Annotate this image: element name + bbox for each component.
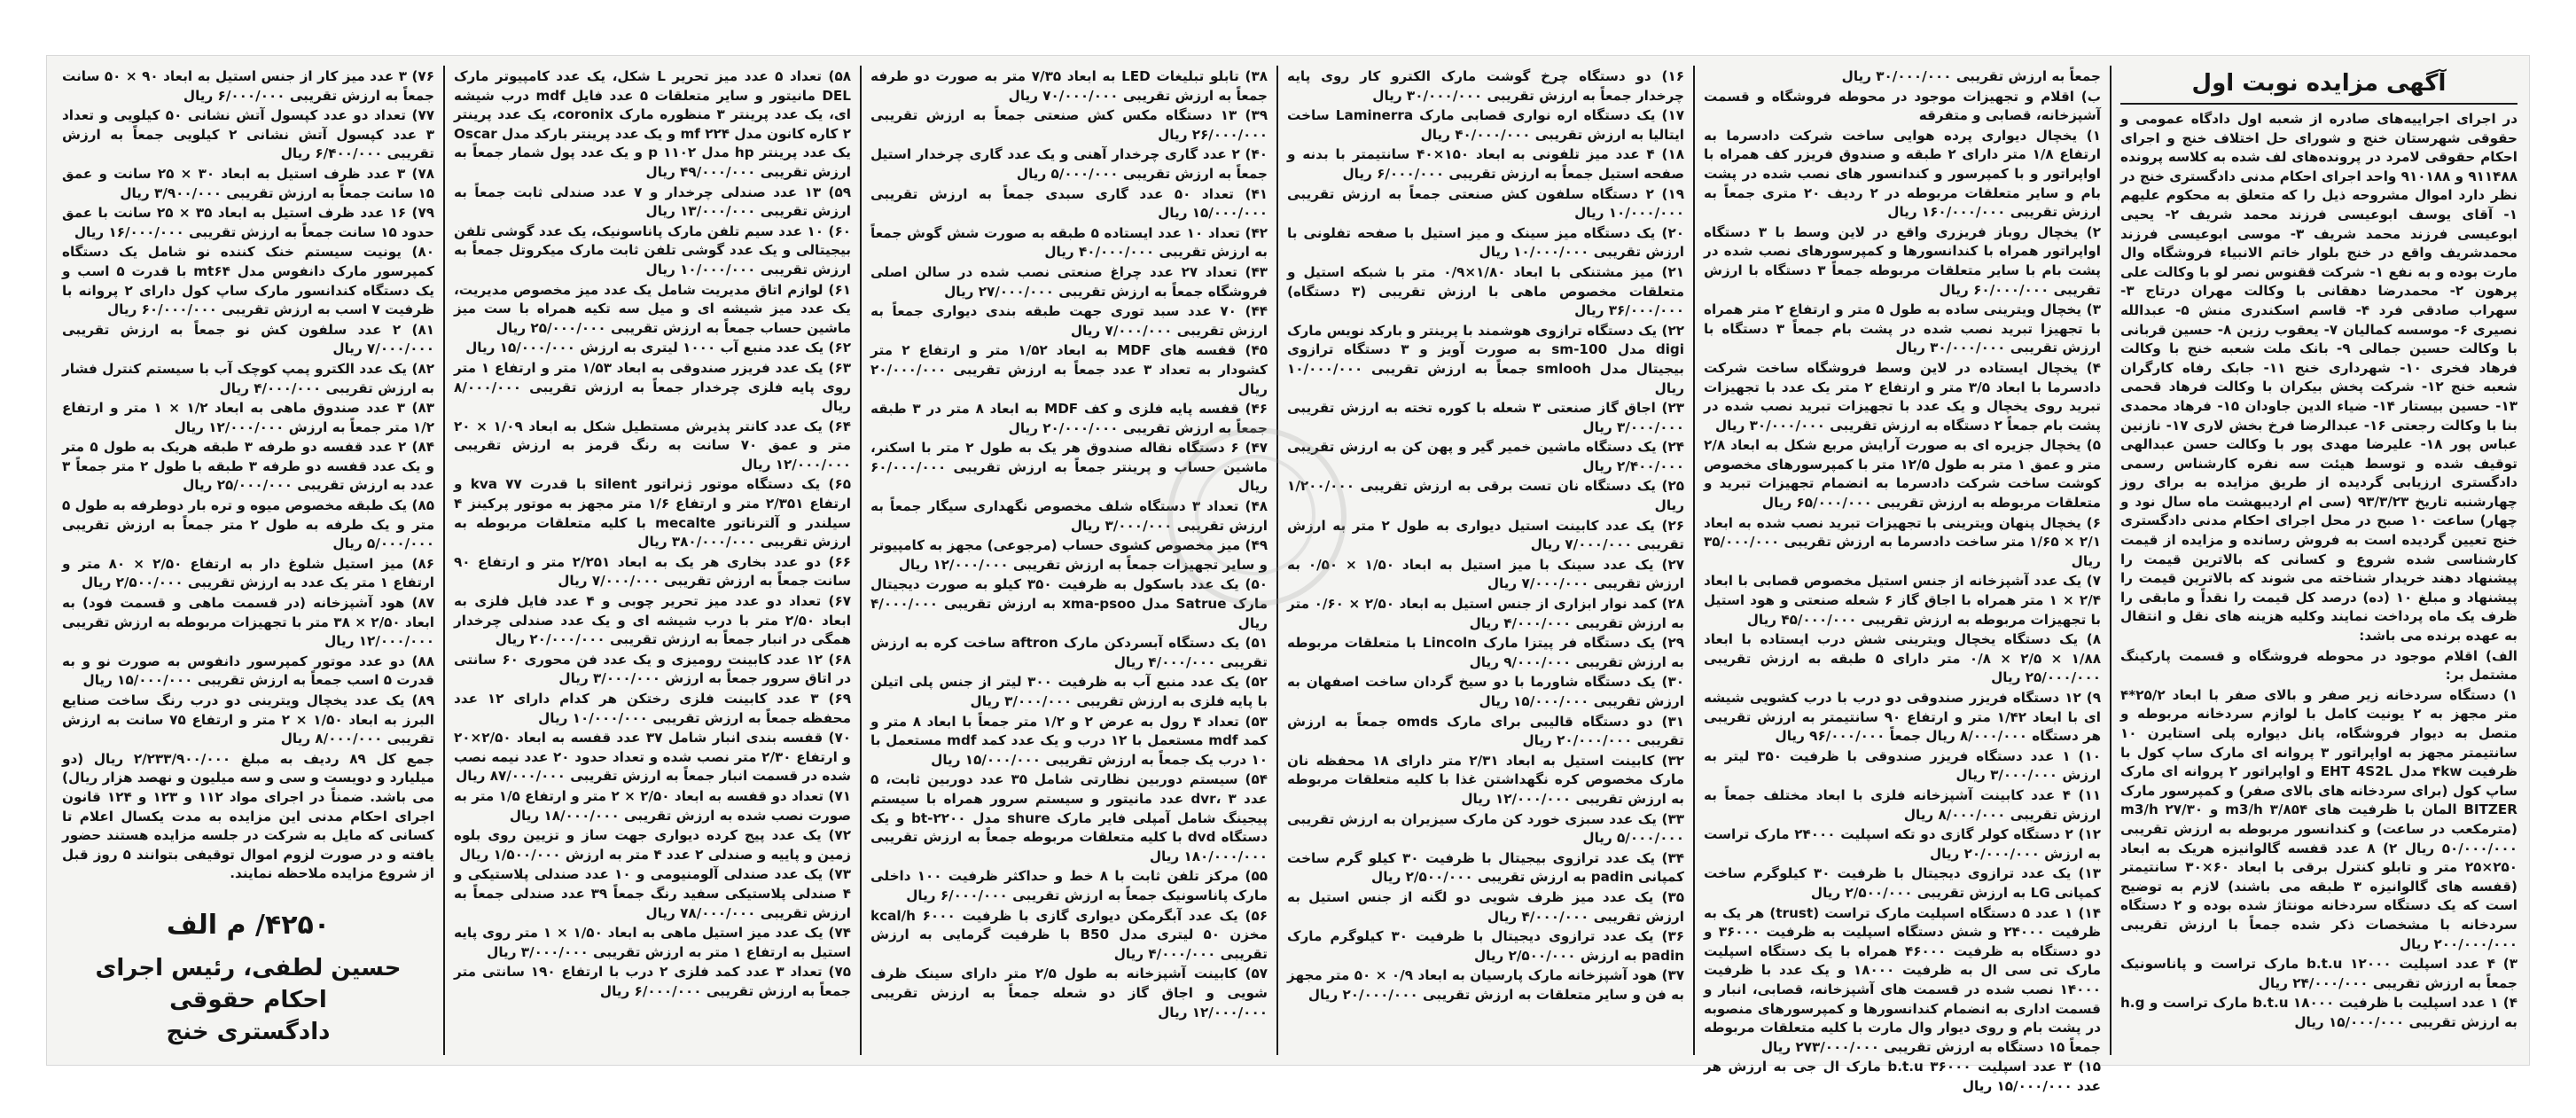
- list-item: ۶۵) یک دستگاه موتور ژنراتور silent با قدرت kva ۷۷ و ارتفاع ۲/۳۵۱ متر و ارتفاع ۱/۶ متر مجهز به موتور پرکینز ۴ سیلندر و آلترناتور mecalte با کلیه متعلقات مربوطه به ارزش تقریبی ۳۸۰/۰۰۰/۰۰۰ ریال: [454, 476, 852, 551]
- list-item: ۷۵) تعداد ۳ عدد کمد فلزی ۲ درب با ارتفاع ۱۹۰ سانتی متر جمعاً به ارزش تقریبی ۶/۰۰۰/۰۰۰ ریال: [454, 964, 852, 999]
- list-item: ۳۵) یک عدد میز ظرف شویی دو لگنه از جنس استیل به ارزش تقریبی ۴/۰۰۰/۰۰۰ ریال: [1287, 888, 1684, 925]
- list-item: ۳۴) یک عدد ترازوی بیجیتال با ظرفیت ۳۰ کیلو گرم ساخت کمپانی padin به ارزش تقریبی ۲/۵۰۰/۰۰۰ ریال: [1287, 849, 1684, 886]
- list-item: ۴۹) میز مخصوص کشوی حساب (مرجوعی) مجهز به کامپیوتر و سایر تجهیزات جمعاً به ارزش تقریبی ۱۲/۰۰۰/۰۰۰ ریال: [870, 537, 1268, 573]
- list-item: ۴۷) ۶ دستگاه نقاله صندوق هر یک به طول ۲ متر با اسکنر، ماشین حساب و پرینتر جمعاً به ارزش تقریبی ۶۰/۰۰۰/۰۰۰ ریال: [870, 440, 1268, 495]
- list-item: ۷۹) ۱۶ عدد ظرف استیل به ابعاد ۳۵ × ۲۵ سانت با عمق حدود ۱۵ سانت جمعاً به ارزش تقریبی ۱۶/۰۰۰/۰۰۰ ریال: [62, 205, 434, 240]
- ad-column-3: [1287, 67, 1684, 1053]
- list-item: ۱۴) ۱ عدد ۵ دستگاه اسپلیت مارک تراست (trust) هر یک به ظرفیت ۲۴۰۰۰ و شش دستگاه اسپلیت به ظرفیت ۳۶۰۰۰ و دو دستگاه به ظرفیت ۴۶۰۰۰ همراه با یک دستگاه اسپلیت مارک تی سی ال به ظرفیت ۱۸۰۰۰ و یک عدد با ظرفیت ۱۴۰۰۰ نصب شده در قسمت های آشپزخانه، قصابی، انبار و قسمت اداری به انضمام کندانسورها و کمپرسورهای منصوبه در پشت بام و روی دیوار وال مارت با کلیه متعلقات مربوطه جمعاً ۱۵ دستگاه به ارزش تقریبی ۲۷۳/۰۰۰/۰۰۰ ریال: [1704, 904, 2102, 1055]
- list-item: ۱۳) یک عدد ترازوی دیجیتال با ظرفیت ۳۰ کیلوگرم ساخت کمپانی LG به ارزش تقریبی ۲/۵۰۰/۰۰۰ ریال: [1704, 865, 2101, 901]
- list-item: ۹) ۱۲ دستگاه فریزر صندوقی دو درب با درب کشویی شیشه ای با ابعاد ۱/۴۲ متر و ارتفاع ۹۰ سانتیمتر به ارزش تقریبی هر دستگاه ۸/۰۰۰/۰۰۰ ریال جمعاً ۹۶/۰۰۰/۰۰۰ ریال: [1704, 690, 2101, 745]
- list-item: ۶۰) ۱۰ عدد سیم تلفن مارک پاناسونیک، یک عدد گوشی تلفن بیجیتالی و یک عدد گوشی تلفن ثابت مارک میکروتل جمعاً به ارزش تقریبی ۱۰/۰۰۰/۰۰۰ ریال: [454, 223, 851, 278]
- list-item: ۲۶) یک عدد کابینت استیل دیواری به طول ۲ متر به ارزش تقریبی ۷/۰۰۰/۰۰۰ ریال: [1287, 517, 1684, 553]
- watermark-seal-icon: [1167, 427, 1347, 606]
- section-a-heading: الف) اقلام موجود در محوطه فروشگاه و قسمت پارکینگ مشتمل بر:: [2120, 647, 2517, 684]
- list-item: ۷۲) یک عدد پیج کرده دیواری جهت ساز و تزیین روی بلوه زمین و پاییه و صندلی ۲ عدد ۴ متر به ارزش ۱/۵۰۰/۰۰۰ ریال: [454, 827, 851, 863]
- signature-block: [62, 908, 434, 1048]
- list-item: ۲۸) کمد نوار ابزاری از جنس استیل به ابعاد ۲/۵۰ × ۰/۶۰ متر به ارزش تقریبی ۴/۰۰۰/۰۰۰ ریال: [1287, 596, 1684, 631]
- ad-column-1: [2120, 67, 2517, 1053]
- list-item: ۶۱) لوازم اتاق مدیریت شامل یک عدد میز مخصوص مدیریت، یک عدد میز شیشه ای و میل سه تکیه همراه با ست میز ماشین حساب جمعاً به ارزش تقریبی ۲۵/۰۰۰/۰۰۰ ریال: [454, 281, 851, 336]
- list-item: ۶۶) دو عدد بخاری هر یک به ابعاد ۲/۲۵۱ متر و ارتفاع ۹۰ سانت جمعاً به ارزش تقریبی ۷/۰۰۰/۰۰۰ ریال: [454, 553, 851, 590]
- list-item: ۴۶) قفسه پایه فلزی و کف MDF به ابعاد ۸ متر در ۳ طبقه جمعاً به ارزش تقریبی ۲۰/۰۰۰/۰۰۰ ریال: [870, 401, 1268, 436]
- list-item: ۱) یخچال دیواری پرده هوایی ساخت شرکت دادسرما به ارتفاع ۱/۸ متر دارای ۲ طبقه و صندوق فریزر کف همراه با اواپراتور و با کمپرسور و کندانسور های نصب شده در پشت بام و سایر متعلقات مربوطه در ۲ ردیف ۲۰ متری جمعاً به ارزش تقریبی ۱۶۰/۰۰۰/۰۰۰ ریال: [1704, 127, 2102, 221]
- signatory-name: حسین لطفی، رئیس اجرای احکام حقوقی: [95, 955, 402, 1013]
- list-item: ۵۹) ۱۳ عدد صندلی چرخدار و ۷ عدد صندلی ثابت جمعاً به ارزش تقریبی ۱۳/۰۰۰/۰۰۰ ریال: [454, 184, 851, 220]
- list-item: ۵) یخچال جزیره ای به صورت آرایش مربع شکل به ابعاد ۲/۸ متر و عمق ۱ متر به طول ۱۲/۵ متر با کمپرسورهای مخصوص کوشت ساخت شرکت دادسرما به انضمام تجهیزات تبرید و متعلقات مربوطه به ارزش تقریبی ۶۵/۰۰۰/۰۰۰ ریال: [1704, 437, 2101, 512]
- list-item: ۴۸) تعداد ۳ دستگاه شلف مخصوص نگهداری سیگار جمعاً به ارزش تقریبی ۳/۰۰۰/۰۰۰ ریال: [870, 498, 1268, 534]
- list-item: ۷) یک عدد آشپزخانه از جنس استیل مخصوص قصابی با ابعاد ۲/۴ × ۱ متر همراه با اجاق گاز ۶ شعله صنعتی و هود استیل با تجهیزات مربوطه به ارزش تقریبی ۴۵/۰۰۰/۰۰۰ ریال: [1704, 573, 2101, 628]
- list-item: ۷۱) تعداد دو قفسه به ابعاد ۲/۵۰ × ۲ متر و ارتفاع ۱/۵ متر به صورت نصب شده به ارزش تقریبی ۱۸/۰۰۰/۰۰۰ ریال: [454, 787, 851, 824]
- list-item: ۴۲) تعداد ۱۰ عدد ایستاده ۵ طبقه به صورت شش گوش جمعاً به ارزش تقریبی ۴۰/۰۰۰/۰۰۰ ریال: [870, 224, 1268, 261]
- list-item: ۷۸) ۳ عدد ظرف استیل به ابعاد ۳۰ × ۲۵ سانت و عمق ۱۵ سانت جمعاً به ارزش تقریبی ۳/۹۰۰/۰۰۰ ریال: [62, 165, 434, 201]
- ad-column-2: [1704, 67, 2102, 1094]
- list-item: ۴) یخچال ایستاده در لاین وسط فروشگاه ساخت شرکت دادسرما با ابعاد ۳/۵ متر و ارتفاع ۲ متر یک عدد با تجهیزات تبرید روی یخچال و یک عدد با تجهیزات تبرید نصب شده در پشت بام جمعاً ۲ دستگاه به ارزش تقریبی ۳۰/۰۰۰/۰۰۰ ریال: [1704, 359, 2101, 434]
- list-item: ۵۴) سیستم دوربین نظارتی شامل ۳۵ عدد دوربین ثابت، ۵ عدد dvr، ۳ عدد مانیتور و سیستم سرور همراه با سیستم پیجینگ شامل آمپلی فایر مارک shure مدل bt-۲۲۰۰ و یک دستگاه dvd با کلیه متعلقات مربوطه جمعاً به ارزش تقریبی ۱۸۰/۰۰۰/۰۰۰ ریال: [870, 771, 1268, 864]
- list-item: ۱) دستگاه سردخانه زیر صفر و بالای صفر با ابعاد ۲۵/۲*۴ متر مجهز به ۲ یونیت کامل با لوازم سردخانه مربوطه و متصل به دیوار فروشگاه، پانل دیواره پلی استایرن ۱۰ سانتیمتر مجهز به اواپراتور ۳ پروانه ای مارک ساپ کول با ظرفیت ۴kw مدل EHT 4S2L و اواپراتور ۲ پروانه ای مارک ساپ کول (برای سردخانه های بالای صفر) و کمپرسور مارک BITZER المان با ظرفیت های ۳/۸۵۴ m3/h و m3/h ۲۷/۳۰ (مترمکعب در ساعت) و کندانسور مربوطه به ارزش تقریبی ۵۰/۰۰۰/۰۰۰ ریال ۲) ۸ عدد قفسه گالوانیزه هریک به ابعاد ۲۵۰×۲۵ متر و تابلو کنترل برقی با ابعاد ۶۰×۳۰ سانتیمتر (قفسه های گالوانیزه ۳ طبقه می باشند) لازم به توضیح است که یک دستگاه سردخانه مونتاژ شده بوده و ۲ دستگاه سردخانه با مشخصات ذکر شده جمعاً با ارزش تقریبی ۲۰۰/۰۰۰/۰۰۰ ریال: [2120, 686, 2518, 952]
- list-item: ۳۶) یک عدد ترازوی دیجیتال با ظرفیت ۳۰ کیلوگرم مارک padin به ارزش ۲/۵۰۰/۰۰۰ ریال: [1287, 928, 1684, 964]
- list-item: ۵۶) یک عدد آبگرمکن دیواری گازی با ظرفیت kcal/h ۶۰۰۰ مخزن ۵۰ لیتری مدل B50 با ظرفیت گرمایی به ارزش تقریبی ۴/۰۰۰/۰۰۰ ریال: [870, 907, 1268, 962]
- list-item: ۶) یخچال پنهان ویترینی با تجهیزات تبرید نصب شده به ابعاد ۲/۱ × ۱/۶۵ متر ساخت دادسرما به ارزش تقریبی ۳۵/۰۰۰/۰۰۰ ریال: [1704, 514, 2101, 569]
- list-item: ۸۲) یک عدد الکترو پمپ کوچک آب با سیستم کنترل فشار به ارزش تقریبی ۴/۰۰۰/۰۰۰ ریال: [62, 360, 434, 396]
- list-item: ۸۳) ۳ عدد صندوق ماهی به ابعاد ۱/۲ × ۱ متر و ارتفاع ۱/۲ متر جمعاً به ارزش ۱۲/۰۰۰/۰۰۰ ریال: [62, 400, 434, 435]
- list-item: ۴۱) تعداد ۵۰ عدد گاری سبدی جمعاً به ارزش تقریبی ۱۵/۰۰۰/۰۰۰ ریال: [870, 185, 1268, 222]
- list-item: ۷۳) یک عدد صندلی آلومنیومی و ۱۰ عدد صندلی پلاستیکی و ۴ صندلی پلاستیکی سفید رنگ جمعاً ۳۹ عدد صندلی جمعاً به ارزش تقریبی ۷۸/۰۰۰/۰۰۰ ریال: [454, 866, 851, 921]
- list-item: ۱۷) یک دستگاه اره نواری قصابی مارک Laminerra ساخت ایتالیا به ارزش تقریبی ۴۰/۰۰۰/۰۰۰ ریال: [1287, 107, 1684, 143]
- newspaper-scan: [46, 55, 2530, 1094]
- list-item: ۸) یک دستگاه یخچال ویترینی شش درب ایستاده با ابعاد ۱/۸۸ × ۲/۵ × ۰/۸ متر دارای ۵ طبقه به ارزش تقریبی ۲۵/۰۰۰/۰۰۰ ریال: [1704, 631, 2101, 686]
- list-item: ۱۸) ۴ عدد میز تلفونی به ابعاد ۱۵۰×۴۰ سانتیمتر با بدنه و صفحه استیل جمعاً به ارزش تقریبی ۶/۰۰۰/۰۰۰ ریال: [1287, 146, 1684, 182]
- list-item: ۵۰) یک عدد باسکول به ظرفیت ۳۵۰ کیلو به صورت دیجیتال مارک Satrue مدل xma-psoo به ارزش تقریبی ۴/۰۰۰/۰۰۰ ریال: [870, 576, 1268, 631]
- list-item: ۵۱) یک دستگاه آبسردکن مارک aftron ساخت کره به ارزش تقریبی ۴/۰۰۰/۰۰۰ ریال: [870, 635, 1268, 670]
- list-item: ۵۵) مرکز تلفن ثابت با ۸ خط و حداکثر ظرفیت ۱۰۰ داخلی مارک پاناسونیک جمعاً به ارزش تقریبی ۶/۰۰۰/۰۰۰ ریال: [870, 868, 1268, 903]
- list-item: ۱۶) دو دستگاه چرخ گوشت مارک الکترو کار روی پایه چرخدار جمعاً به ارزش تقریبی ۳۰/۰۰۰/۰۰۰ ریال: [1287, 68, 1684, 104]
- list-item: ۲۲) یک دستگاه ترازوی هوشمند با پرینتر و بارکد نویس مارک digi مدل sm-100 به صورت آویز و ۳ دستگاه ترازوی بیجیتال مدل smlooh جمعاً به ارزش تقریبی ۱۰/۰۰۰/۰۰۰ ریال: [1287, 322, 1684, 396]
- list-item: ۷۶) ۳ عدد میز کار از جنس استیل به ابعاد ۹۰ × ۵۰ سانت جمعاً به ارزش تقریبی ۶/۰۰۰/۰۰۰ ریال: [62, 68, 434, 104]
- list-item: ۶۸) ۱۲ عدد کابینت رومیزی و یک عدد فن محوری ۶۰ سانتی در اتاق سرور جمعاً به ارزش ۳/۰۰۰/۰۰۰ ریال: [454, 651, 851, 687]
- list-item: ۵۳) تعداد ۴ رول به عرض ۲ و ۱/۲ متر جمعاً با ابعاد ۸ متر و کمد mdf مستعمل با ۱۲ درب و یک عدد کمد mdf مستعمل با ۱۰ درب یک جمعاً به ارزش تقریبی ۱۵/۰۰۰/۰۰۰ ریال: [870, 713, 1268, 768]
- list-item: ۱۱) ۴ عدد کابینت آشپزخانه فلزی با ابعاد مختلف جمعاً به ارزش تقریبی ۸/۰۰۰/۰۰۰ ریال: [1704, 786, 2102, 823]
- list-item: ۴۴) ۷۰ عدد سبد توری جهت طبقه بندی دیواری جمعاً به ارزش تقریبی ۷/۰۰۰/۰۰۰ ریال: [870, 303, 1268, 339]
- ad-code: ۴۲۵۰/ م الف: [166, 910, 331, 941]
- ad-title: آگهی مزایده نوبت اول: [2120, 67, 2517, 105]
- list-item: ۸۴) ۲ عدد قفسه دو طرفه ۳ طبقه هریک به طول ۵ متر و یک عدد قفسه دو طرفه ۳ طبقه با طول ۲ متر جمعاً ۳ عدد به ارزش تقریبی ۲۵/۰۰۰/۰۰۰ ریال: [62, 439, 435, 494]
- column-divider: [2110, 66, 2112, 1055]
- list-item: ۳۲) کابینت استیل به ابعاد ۲/۳۱ متر دارای ۱۸ محفظه نان مارک مخصوص کره نگهداشتن غذا با کلیه متعلقات مربوطه به ارزش تقریبی ۱۲/۰۰۰/۰۰۰ ریال: [1287, 752, 1685, 807]
- list-item: ۶۲) یک عدد منبع آب ۱۰۰۰ لیتری به ارزش ۱۵/۰۰۰/۰۰۰ ریال: [465, 340, 851, 356]
- list-item: ۴۳) تعداد ۲۷ عدد چراغ صنعتی نصب شده در سالن اصلی فروشگاه جمعاً به ارزش تقریبی ۲۷/۰۰۰/۰۰۰ ریال: [870, 263, 1268, 300]
- list-item: ۱۹) ۲ دستگاه سلفون کش صنعتی جمعاً به ارزش تقریبی ۱۰/۰۰۰/۰۰۰ ریال: [1287, 185, 1684, 222]
- list-item: ۲۱) میز مشتنکی با ابعاد ۱/۸۰×۰/۹ متر با شبکه استیل و متعلقات مخصوص ماهی با ارزش تقریبی (۳ دستگاه) ۳۶/۰۰۰/۰۰۰ ریال: [1287, 263, 1684, 319]
- list-item: ۸۵) یک طبقه مخصوص میوه و تره بار دوطرفه به طول ۵ متر و یک طرفه به طول ۲ متر جمعاً به ارزش تقریبی ۵/۰۰۰/۰۰۰ ریال: [62, 497, 434, 552]
- list-item: ۴۵) قفسه های MDF به ابعاد ۱/۵۲ متر و ارتفاع ۲ متر کشودار به تعداد ۳ عدد جمعاً به ارزش تقریبی ۲۰/۰۰۰/۰۰۰ ریال: [870, 342, 1268, 397]
- list-item: ۷۰) قفسه بندی انبار شامل ۳۷ عدد قفسه به ابعاد ۲/۵۰×۲۰ و ارتفاع ۲/۳۰ متر نصب شده و تعداد حدود ۲۰ عدد نیمه نصب شده در قسمت انبار جمعاً به ارزش تقریبی ۸۷/۰۰۰/۰۰۰ ریال: [454, 730, 851, 785]
- total-paragraph: جمع کل ۸۹ ردیف به مبلغ ۲/۲۳۳/۹۰۰/۰۰۰ ریال (دو میلیارد و دویست و سی و سه میلیون و نهصد هزار ریال) می باشد. ضمناً در اجرای مواد ۱۱۲ و ۱۲۳ و ۱۲۴ قانون اجرای احکام مدنی این مزایده به مدت یکسال اعلام تا کسانی که مایل به شرکت در جلسه مزایده هستند حضور یافته و در صورت لزوم اموال توقیفی بتوانند ۵ روز قبل از شروع مزایده ملاحظه نمایند.: [62, 750, 435, 882]
- list-item: ۲) یخچال روباز فریزری واقع در لاین وسط با ۳ دستگاه اواپراتور همراه با کندانسورها و کمپرسورهای نصب شده در پشت بام با سایر متعلقات مربوطه جمعاً ۳ دستگاه با ارزش تقریبی ۶۰/۰۰۰/۰۰۰ ریال: [1704, 223, 2101, 298]
- list-item: ۳۰) یک دستگاه شاورما با دو سیخ گردان ساخت اصفهان به ارزش تقریبی ۱۵/۰۰۰/۰۰۰ ریال: [1287, 674, 1684, 709]
- list-item: ۲۴) یک دستگاه ماشین خمیر گیر و پهن کن به ارزش تقریبی ۲/۴۰۰/۰۰۰ ریال: [1287, 439, 1684, 474]
- list-item: ۶۴) یک عدد کانتر پذیرش مستطیل شکل به ابعاد ۱/۰۹ × ۲۰ متر و عمق ۷۰ سانت به رنگ قرمز به ارزش تقریبی ۱۲/۰۰۰/۰۰۰ ریال: [454, 418, 851, 473]
- list-item: ۸۷) هود آشپزخانه (در قسمت ماهی و قسمت فود) به ابعاد ۲/۵۰ × ۳۸ متر با تجهیزات مربوطه به ارزش تقریبی ۱۲/۰۰۰/۰۰۰ ریال: [62, 595, 434, 650]
- list-item: ۸۶) میز استیل شلوغ دار به ارتفاع ۲/۵۰ × ۸۰ متر و ارتفاع ۱ متر یک عدد به ارزش تقریبی ۲/۵۰۰/۰۰۰ ریال: [62, 555, 434, 591]
- column-divider: [860, 66, 862, 1055]
- list-item: ۱۲) ۲ دستگاه کولر گازی دو تکه اسپلیت ۲۴۰۰۰ مارک تراست به ارزش ۲۰/۰۰۰/۰۰۰ ریال: [1704, 826, 2101, 862]
- list-item: ۵۲) یک عدد منبع آب به ظرفیت ۳۰۰ لیتر از جنس پلی اتیلن با پایه فلزی به ارزش تقریبی ۳/۰۰۰/۰۰۰ ریال: [870, 674, 1268, 709]
- list-item: ۲۵) یک دستگاه نان تست برقی به ارزش تقریبی ۱/۲۰۰/۰۰۰ ریال: [1287, 478, 1684, 514]
- list-item: ۳۳) یک عدد سبزی خورد کن مارک سیزیران به ارزش تقریبی ۵/۰۰۰/۰۰۰ ریال: [1287, 810, 1684, 847]
- signatory-org: دادگستری خنج: [166, 1019, 331, 1045]
- list-item: ۲۳) اجاق گاز صنعتی ۳ شعله با کوره تخته به ارزش تقریبی ۳/۰۰۰/۰۰۰ ریال: [1287, 400, 1684, 435]
- list-item: ۳۹) ۱۳ دستگاه مکس کش صنعتی جمعاً به ارزش تقریبی ۲۶/۰۰۰/۰۰۰ ریال: [870, 107, 1268, 143]
- ad-column-6: [62, 67, 435, 882]
- list-item: ۶۹) ۳ عدد کابینت فلزی رختکن هر کدام دارای ۱۲ عدد محفظه جمعاً به ارزش تقریبی ۱۰/۰۰۰/۰۰۰ ریال: [454, 691, 851, 726]
- section-b-heading: ب) اقلام و تجهیزات موجود در محوطه فروشگاه و قسمت آشپزخانه، قصابی و متفرقه: [1704, 88, 2101, 124]
- list-item: ۸۸) دو عدد موتور کمپرسور دانفوس به صورت نو و به قدرت ۵ اسب جمعاً به ارزش تقریبی ۱۵/۰۰۰/۰۰۰ ریال: [62, 653, 434, 689]
- list-item: ۲۷) یک عدد سینک با میز استیل به ابعاد ۱/۵۰ × ۰/۵۰ به ارزش تقریبی ۷/۰۰۰/۰۰۰ ریال: [1287, 556, 1684, 592]
- list-item: ۳۱) دو دستگاه قالیبی برای مارک omds جمعاً به ارزش تقریبی ۲۰/۰۰۰/۰۰۰ ریال: [1287, 713, 1684, 749]
- list-item: ۶۳) یک عدد فریزر صندوقی به ابعاد ۱/۵۳ متر و ارتفاع ۱ متر روی پایه فلزی چرخدار جمعاً به ارزش تقریبی ۸/۰۰۰/۰۰۰ ریال: [454, 359, 851, 415]
- list-item: ۴۰) ۲ عدد گاری چرخدار آهنی و یک عدد گاری چرخدار استیل جمعاً به ارزش تقریبی ۵/۰۰۰/۰۰۰ ریال: [870, 146, 1268, 182]
- list-item: ۵۸) تعداد ۵ عدد میز تحریر L شکل، یک عدد کامپیوتر مارک DEL مانیتور و سایر متعلقات ۵ عدد فایل mdf درب شیشه ای، یک عدد پرینتر ۳ منظوره مارک coronix، یک عدد پرینتر ۲ کاره کانون مدل mf ۲۲۴ و یک عدد پرینتر بارکد مدل Oscar یک عدد پرینتر hp مدل ۱۱۰۲ p و یک عدد پول شمار جمعاً به ارزش تقریبی ۴۹/۰۰۰/۰۰۰ ریال: [454, 68, 851, 180]
- column-divider: [1693, 66, 1695, 1055]
- list-item: ۲۹) یک دستگاه فر پیتزا مارک Lincoln با متعلقات مربوطه به ارزش تقریبی ۹/۰۰۰/۰۰۰ ریال: [1287, 635, 1684, 670]
- list-item: ۴) ۱ عدد اسپلیت با ظرفیت ۱۸۰۰۰ b.t.u مارک تراست و h.g به ارزش تقریبی ۱۵/۰۰۰/۰۰۰ ریال: [2120, 995, 2518, 1030]
- list-item: جمعاً به ارزش تقریبی ۳۰/۰۰۰/۰۰۰ ریال: [1841, 68, 2101, 84]
- list-item: ۳۷) هود آشپزخانه مارک پارسیان به ابعاد ۰/۹ × ۵۰ متر مجهز به فن و سایر متعلقات به ارزش تقریبی ۲۰/۰۰۰/۰۰۰ ریال: [1287, 967, 1684, 1003]
- list-item: ۳۸) تابلو تبلیغات LED به ابعاد ۷/۳۵ متر به صورت دو طرفه جمعاً به ارزش تقریبی ۷۰/۰۰۰/۰۰۰ ریال: [870, 68, 1268, 104]
- list-item: ۳) یخچال ویترینی ساده به طول ۵ متر و ارتفاع ۲ متر همراه با تجهیزا تبرید نصب شده در پشت بام جمعاً ۳ دستگاه با ارزش تقریبی ۳۰/۰۰۰/۰۰۰ ریال: [1704, 301, 2101, 356]
- list-item: ۵۷) کابینت آشپزخانه به طول ۲/۵ متر دارای سینک ظرف شویی و اجاق گاز دو شعله جمعاً به ارزش تقریبی ۱۲/۰۰۰/۰۰۰ ریال: [870, 966, 1268, 1020]
- list-item: ۲۰) یک دستگاه میز سینک و میز استیل با صفحه تفلونی با ارزش تقریبی ۱۰/۰۰۰/۰۰۰ ریال: [1287, 224, 1684, 261]
- list-item: ۷۷) تعداد دو عدد کپسول آتش نشانی ۵۰ کیلویی و تعداد ۳ عدد کپسول آتش نشانی ۲ کیلویی جمعاً به ارزش تقریبی ۶/۴۰۰/۰۰۰ ریال: [62, 107, 435, 162]
- list-item: ۸۱) ۲ عدد سلفون کش نو جمعاً به ارزش تقریبی ۷/۰۰۰/۰۰۰ ریال: [62, 321, 434, 357]
- ad-column-5: [454, 67, 851, 1053]
- intro-paragraph: در اجرای اجراییه‌های صادره از شعبه اول دادگاه عمومی و حقوقی شهرستان خنج و شورای حل اختلاف خنج و اجرای احکام حقوقی لامرد در پرونده‌های لف شده به کلاسه پرونده ۹۱۱۴۸۸ و ۹۱۰۱۸۸ واحد اجرای احکام مدنی دادگستری خنج در نظر دارد اموال مشروحه ذیل را که متعلق به محکوم علیهم ۱- آقای یوسف ابوعیسی فرزند محمد شریف ۲- یحیی ابوعیسی فرزند محمد شریف ۳- موسی ابوعیسی فرزند محمدشریف واقع در خنج بلوار خاتم الانبیاء فروشگاه وال مارت بوده و به نفع ۱- شرکت ققنوس نصر لو با وکالت علی پرهون ۲- محمدرضا دهقانی با وکالت مهران درتاج ۳- سهراب صادقی فرد ۴- قاسم اسکندری منش ۵- عبدالله نصیری ۶- موسسه کمالیان ۷- یعقوب رزین ۸- حسین قربانی با وکالت حسین جمالی ۹- بانک ملت شعبه خنج با وکالت فرهاد فخری ۱۰- شهرداری خنج ۱۱- جابک رفاه کارگران شعبه خنج ۱۲- شرکت پخش بیکران با وکالت فرهاد قحمی ۱۳- حسین بیستار ۱۴- ضیاء الدین جاودان ۱۵- فرهاد محمدی بنا با وکالت رجعتی ۱۶- عبدالرضا فرخ بخش لاری ۱۷- نازنین عباس پور ۱۸- علیرضا مهدی پور با وکالت حسن عبدالهی توقیف شده و توسط هیئت سه نفره کارشناس رسمی دادگستری ارزیابی گردیده از طریق مزایده به برای روز چهارشنبه تاریخ ۹۳/۳/۲۳ (سی ام اردیبهشت ماه سال نود و چهار) ساعت ۱۰ صبح در محل اجرای احکام مدنی دادگستری خنج تعیین گردیده است به فروش رسانده و مزایده از قیمت کارشناسی شده شروع و کسانی که بالاترین قیمت را پیشنهاد دهند خریدار شناخته می شوند که بالاترین قیمت را پیشنهاد و مبلغ ۱۰ (ده) درصد کل قیمت را نقداً و مابقی را ظرف یک ماه پرداخت نمایند وکلیه هزینه های نقل و انتقال به عهده برنده می باشد:: [2120, 111, 2518, 645]
- list-item: ۸۹) یک عدد یخچال ویترینی دو درب رنگ ساخت صنایع البرز به ابعاد ۱/۵۰ × ۲ متر و ارتفاع ۷۵ سانت به ارزش تقریبی ۸/۰۰۰/۰۰۰ ریال: [62, 692, 434, 747]
- column-divider: [443, 66, 445, 1055]
- list-item: ۶۷) تعداد دو عدد میز تحریر چوبی و ۴ عدد فایل فلزی به ابعاد ۲/۵۰ متر با درب شیشه ای و یک عدد صندلی چرخدار همگی در انبار جمعاً به ارزش تقریبی ۲۰/۰۰۰/۰۰۰ ریال: [454, 593, 852, 648]
- list-item: ۷۴) یک عدد میز استیل ماهی به ابعاد ۱/۵۰ × ۱ متر روی پایه استیل به ارتفاع ۱ متر به ارزش تقریبی ۳/۰۰۰/۰۰۰ ریال: [454, 925, 851, 960]
- list-item: ۱۰) ۱ عدد دستگاه فریزر صندوقی با ظرفیت ۳۵۰ لیتر به ارزش ۳/۰۰۰/۰۰۰ ریال: [1704, 747, 2101, 784]
- list-item: ۸۰) یونیت سیستم خنک کننده نو شامل یک دستگاه کمپرسور مارک دانفوس مدل mt۶۴ با قدرت ۵ اسب و یک دستگاه کندانسور مارک ساپ کول دارای ۲ پروانه با ظرفیت ۷ اسب به ارزش تقریبی ۶۰/۰۰۰/۰۰۰ ریال: [62, 244, 434, 318]
- list-item: ۱۵) ۳ عدد اسپلیت ۳۶۰۰۰ b.t.u مارک ال جی به ارزش هر عدد ۱۵/۰۰۰/۰۰۰ ریال: [1704, 1059, 2101, 1094]
- list-item: ۳) ۴ عدد اسپلیت ۱۲۰۰۰ b.t.u مارک تراست و پاناسونیک جمعاً به ارزش تقریبی ۲۴/۰۰۰/۰۰۰ ریال: [2120, 956, 2517, 991]
